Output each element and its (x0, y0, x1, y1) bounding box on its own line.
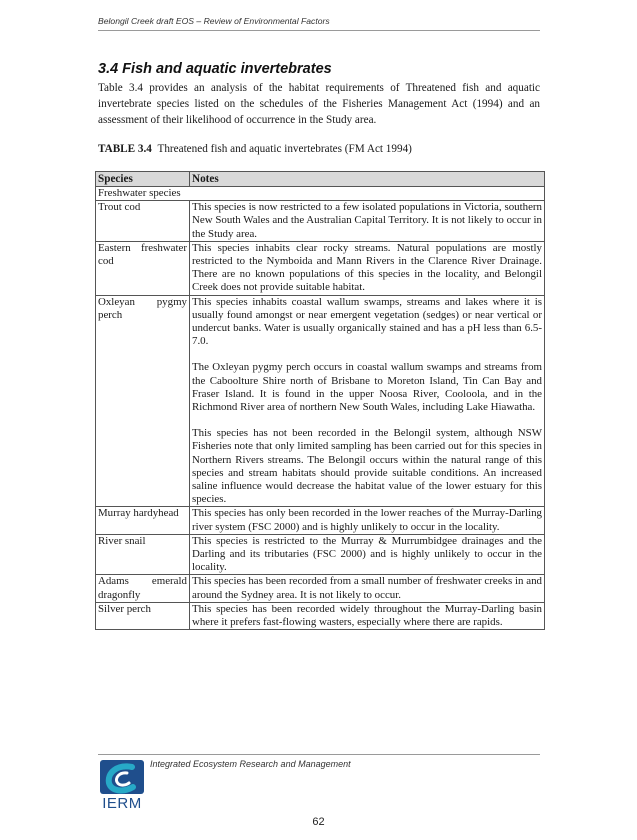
notes-paragraph: This species has been recorded widely throughout the Murray-Darling basin where it prefers fast-flowing wasters, especially where there are rapids. (192, 602, 542, 629)
notes-paragraph: This species is now restricted to a few isolated populations in Victoria, southern New South Wales and the Australian Capital Territory. It is not likely to occur in the Study area. (192, 201, 542, 240)
notes-paragraph: The Oxleyan pygmy perch occurs in coastal wallum swamps and streams from the Caboolture Shire north of Brisbane to Moreton Island, Tin Can Bay and Fraser Island. It is found in the upper Noosa River, Cooloola, and in the Richmond River area of northern New South Wales, including Lake Hiawatha. (192, 361, 542, 414)
table-row (96, 534, 545, 575)
notes-paragraph: This species is restricted to the Murray & Murrumbidgee drainages and the Darling and its tributaries (FSC 2000) and is highly unlikely to occur in the locality. (192, 534, 542, 574)
species-notes (190, 201, 545, 242)
species-name: Silver perch (96, 602, 190, 629)
footer-organization: Integrated Ecosystem Research and Management (150, 759, 351, 769)
column-header-species: Species (96, 172, 190, 187)
table-caption (98, 143, 412, 155)
table-caption-label: TABLE 3.4 (98, 143, 152, 155)
table-row (96, 602, 545, 629)
species-name: Trout cod (96, 201, 190, 242)
column-header-notes: Notes (190, 172, 545, 187)
table-row (96, 201, 545, 242)
notes-paragraph: This species inhabits coastal wallum swamps, streams and lakes where it is usually found amongst or near emergent vegetation (sedges) or near vertical or undercut banks. Water is usually organically stained and has a pH less than 6.5-7.0. (192, 295, 542, 348)
species-name: Adams emerald dragonfly (96, 575, 190, 602)
species-notes (190, 534, 545, 575)
section-title: 3.4 Fish and aquatic invertebrates (98, 61, 332, 77)
intro-paragraph: Table 3.4 provides an analysis of the habitat requirements of Threatened fish and aquatic invertebrate species listed on the schedules of the Fisheries Management Act (1994) and an assessment of their likelihood of occurrence in the Study area. (98, 82, 540, 126)
footer-rule (98, 754, 540, 755)
table-row (96, 295, 545, 507)
species-name: River snail (96, 534, 190, 575)
page-number: 62 (312, 816, 325, 828)
species-name: Murray hardyhead (96, 507, 190, 534)
table-row (96, 507, 545, 534)
table-header-row (96, 172, 545, 187)
notes-paragraph: This species has only been recorded in the lower reaches of the Murray-Darling river system (FSC 2000) and is highly unlikely to occur in the locality. (192, 507, 542, 533)
table-row (96, 241, 545, 295)
notes-paragraph: This species has not been recorded in the Belongil system, although NSW Fisheries note that only limited sampling has been carried out for this species in Northern Rivers streams. The Belongil occurs within the natural range of this species and stream habitats should provide suitable conditions. An increased saline influence would decrease the habitat value of the lower estuary for this species. (192, 427, 542, 506)
notes-paragraph: This species inhabits clear rocky streams. Natural populations are mostly restricted to the Nymboida and Mann Rivers in the Clarence River Drainage. There are no known populations of this species in the locality, and Belongil Creek does not provide suitable habitat. (192, 241, 542, 294)
logo-text: IERM (102, 795, 142, 812)
table-row (96, 575, 545, 602)
group-label: Freshwater species (96, 187, 545, 201)
notes-paragraph: This species has been recorded from a small number of freshwater creeks in and around the Sydney area. It is not likely to occur. (192, 575, 542, 601)
table-caption-text: Threatened fish and aquatic invertebrates (FM Act 1994) (157, 143, 412, 155)
species-table (95, 171, 545, 630)
species-name: Eastern freshwater cod (96, 241, 190, 295)
species-notes (190, 507, 545, 534)
species-notes (190, 575, 545, 602)
running-header: Belongil Creek draft EOS – Review of Environmental Factors (98, 16, 540, 31)
species-name: Oxleyan pygmy perch (96, 295, 190, 507)
group-row (96, 187, 545, 201)
species-notes (190, 241, 545, 295)
species-notes (190, 295, 545, 507)
species-notes (190, 602, 545, 629)
